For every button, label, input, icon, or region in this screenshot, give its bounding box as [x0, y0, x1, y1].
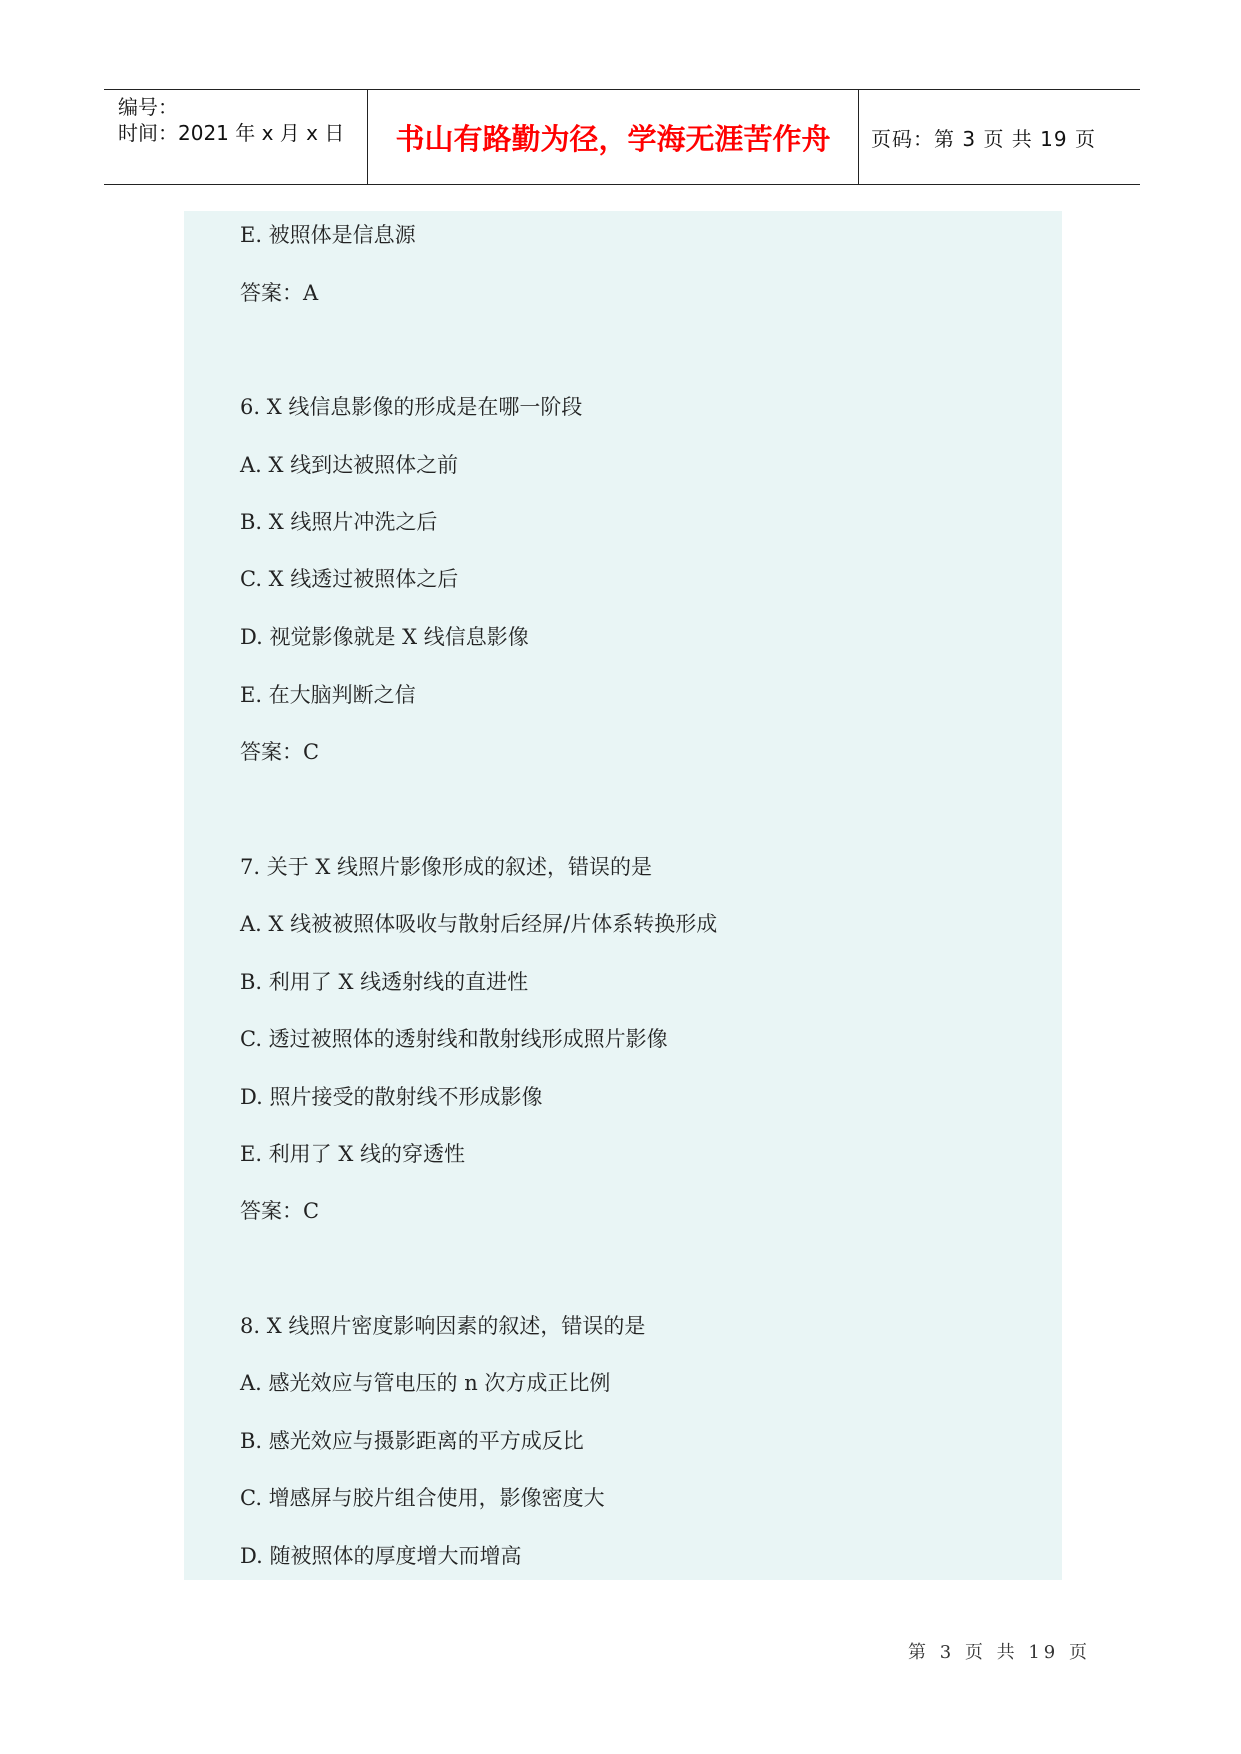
question-line: 6. X 线信息影像的形成是在哪一阶段: [240, 395, 583, 419]
header-motto-cell: [368, 90, 859, 184]
page-footer: 第 3 页 共 19 页: [908, 1642, 1091, 1663]
option-line: C. 增感屏与胶片组合使用，影像密度大: [240, 1486, 605, 1510]
option-line: B. 利用了 X 线透射线的直进性: [240, 970, 529, 994]
option-line: A. 感光效应与管电压的 n 次方成正比例: [240, 1371, 611, 1395]
question-line: 7. 关于 X 线照片影像形成的叙述，错误的是: [240, 855, 653, 879]
option-line: D. 视觉影像就是 X 线信息影像: [240, 625, 529, 649]
option-line: D. 照片接受的散射线不形成影像: [240, 1085, 543, 1109]
option-line: B. 感光效应与摄影距离的平方成反比: [240, 1429, 584, 1453]
document-number-label: 编号：: [118, 95, 178, 119]
option-line: E. 在大脑判断之信: [240, 683, 416, 707]
header-page-cell: [859, 90, 1140, 184]
option-line: E. 被照体是信息源: [240, 223, 416, 247]
question-line: 8. X 线照片密度影响因素的叙述，错误的是: [240, 1314, 646, 1338]
option-line: B. X 线照片冲洗之后: [240, 510, 438, 534]
answer-line: 答案：C: [240, 740, 320, 764]
header-left-cell: [104, 90, 368, 184]
document-time-label: 时间：2021 年 x 月 x 日: [118, 121, 345, 145]
option-line: C. 透过被照体的透射线和散射线形成照片影像: [240, 1027, 668, 1051]
answer-line: 答案：A: [240, 281, 319, 305]
header-page-label: 页码：第 3 页 共 19 页: [871, 126, 1096, 151]
option-line: A. X 线到达被照体之前: [240, 453, 459, 477]
option-line: C. X 线透过被照体之后: [240, 567, 459, 591]
page-header: [104, 89, 1140, 185]
answer-line: 答案：C: [240, 1199, 320, 1223]
option-line: E. 利用了 X 线的穿透性: [240, 1142, 465, 1166]
option-line: D. 随被照体的厚度增大而增高: [240, 1544, 522, 1568]
option-line: A. X 线被被照体吸收与散射后经屏/片体系转换形成: [240, 912, 718, 936]
header-motto: 书山有路勤为径，学海无涯苦作舟: [395, 121, 831, 156]
question-content: [184, 211, 1062, 1580]
